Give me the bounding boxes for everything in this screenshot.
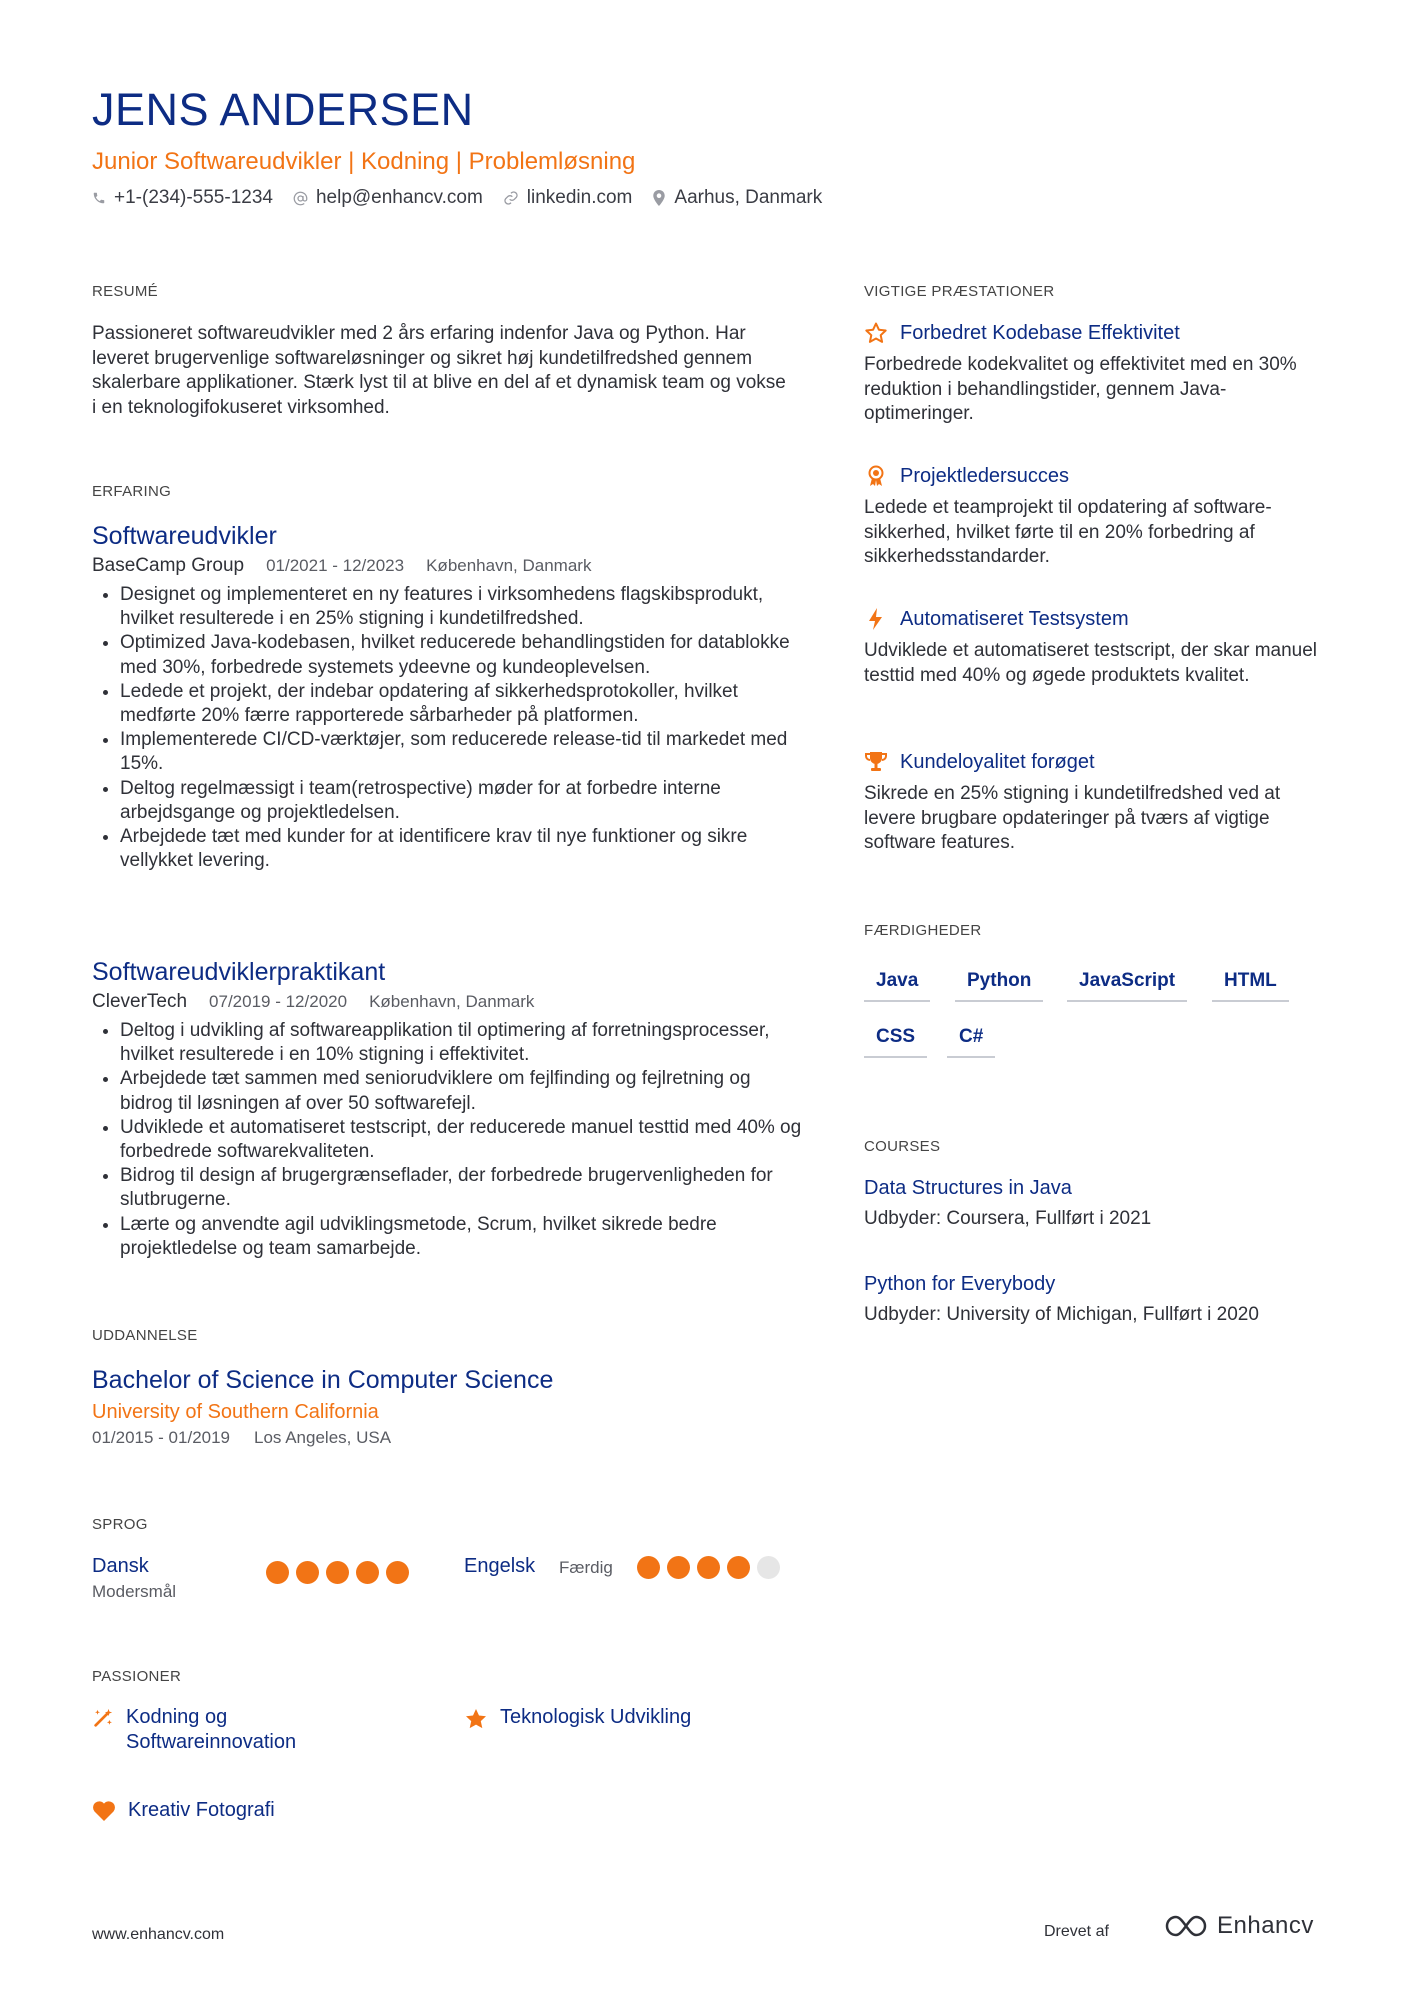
job-bullet: • Udviklede et automatiseret testscript, der reducerede manuel testtid med 40% og forbedrede softwarekvaliteten. xyxy=(120,1116,802,1164)
enhancv-logo-text: Enhancv xyxy=(1217,1912,1314,1939)
achievement-head xyxy=(864,464,1334,488)
job-bullet: • Lærte og anvendte agil udviklingsmetode, Scrum, hvilket sikrede bedre projektledelse og team samarbejde. xyxy=(120,1213,802,1261)
achievement-desc: Sikrede en 25% stigning i kundetilfredshed ved at levere brugbare opdateringer på tværs af vigtige software features. xyxy=(864,783,1281,853)
section-title-education: UDDANNELSE xyxy=(92,1327,198,1344)
achievement-item xyxy=(864,607,1334,688)
skill-tag: JavaScript xyxy=(1067,970,1187,1002)
section-title-languages: SPROG xyxy=(92,1516,148,1533)
rating-dot-filled xyxy=(667,1556,690,1579)
achievement-desc: Udviklede et automatiseret testscript, der skar manuel testtid med 40% og øgede produktets kvalitet. xyxy=(864,640,1318,686)
language-rating xyxy=(637,1556,780,1579)
passion-label: Kreativ Fotografi xyxy=(128,1799,275,1821)
education-item xyxy=(92,1366,792,1448)
link-icon xyxy=(503,190,519,206)
linkedin-text: linkedin.com xyxy=(526,187,633,208)
achievement-desc: Forbedrede kodekvalitet og effektivitet med en 30% reduktion i behandlingstider, gennem Java-optimeringer. xyxy=(864,354,1297,424)
job-title: Softwareudvikler xyxy=(92,522,277,550)
achievement-item xyxy=(864,464,1334,570)
achievement-item xyxy=(864,750,1334,856)
section-title-experience: ERFARING xyxy=(92,483,172,500)
language-item xyxy=(464,1555,535,1578)
education-degree: Bachelor of Science in Computer Science xyxy=(92,1366,554,1394)
skill-tag: HTML xyxy=(1212,970,1289,1002)
experience-item xyxy=(92,522,802,873)
rating-dot-filled xyxy=(356,1561,379,1584)
enhancv-logo[interactable] xyxy=(1163,1912,1314,1940)
location-pin-icon xyxy=(652,190,666,206)
achievement-title: Automatiseret Testsystem xyxy=(900,607,1129,630)
at-icon xyxy=(293,191,308,206)
experience-item xyxy=(92,958,802,1261)
section-title-passions: PASSIONER xyxy=(92,1668,182,1685)
skill-tag: C# xyxy=(947,1026,995,1058)
rating-dot-filled xyxy=(266,1561,289,1584)
job-meta xyxy=(92,555,802,577)
job-company: CleverTech xyxy=(92,991,188,1012)
rating-dot-filled xyxy=(326,1561,349,1584)
passion-item xyxy=(92,1705,392,1755)
rating-dot-filled xyxy=(637,1556,660,1579)
job-bullets xyxy=(92,583,802,873)
section-title-skills: FÆRDIGHEDER xyxy=(864,922,982,939)
heart-icon xyxy=(92,1800,116,1822)
course-item xyxy=(864,1177,1334,1230)
location-text: Aarhus, Danmark xyxy=(674,187,823,208)
job-meta xyxy=(92,991,802,1013)
contact-linkedin[interactable] xyxy=(503,187,633,209)
candidate-subtitle: Junior Softwareudvikler | Kodning | Problemløsning xyxy=(92,148,636,175)
course-title: Data Structures in Java xyxy=(864,1177,1072,1199)
achievement-desc: Ledede et teamprojekt til opdatering af software-sikkerhed, hvilket førte til en 20% forbedring af sikkerhedsstandarder. xyxy=(864,497,1272,567)
section-title-achievements: VIGTIGE PRÆSTATIONER xyxy=(864,283,1055,300)
course-desc: Udbyder: Coursera, Fullført i 2021 xyxy=(864,1208,1152,1229)
star-outline-icon xyxy=(864,321,888,345)
job-company: BaseCamp Group xyxy=(92,555,245,576)
education-dates: 01/2015 - 01/2019 xyxy=(92,1428,231,1447)
trophy-icon xyxy=(864,750,888,774)
enhancv-logo-icon xyxy=(1163,1913,1209,1939)
language-level: Færdig xyxy=(559,1558,613,1577)
rating-dot-empty xyxy=(757,1556,780,1579)
phone-icon xyxy=(92,191,106,205)
skill-tag: CSS xyxy=(864,1026,927,1058)
phone-text: +1-(234)-555-1234 xyxy=(114,187,273,208)
award-icon xyxy=(864,464,888,488)
achievement-head xyxy=(864,321,1334,345)
job-location: København, Danmark xyxy=(369,992,535,1011)
passion-label: Teknologisk Udvikling xyxy=(500,1706,692,1728)
passion-label: Kodning og Softwareinnovation xyxy=(126,1706,297,1753)
footer-url[interactable]: www.enhancv.com xyxy=(92,1926,225,1943)
star-icon xyxy=(464,1707,488,1731)
course-desc: Udbyder: University of Michigan, Fullført i 2020 xyxy=(864,1304,1259,1325)
language-rating xyxy=(266,1561,409,1584)
candidate-name: JENS ANDERSEN xyxy=(92,84,474,135)
course-title: Python for Everybody xyxy=(864,1273,1056,1295)
email-text: help@enhancv.com xyxy=(315,187,483,208)
footer-powered-by: Drevet af xyxy=(1044,1923,1109,1940)
course-item xyxy=(864,1273,1334,1326)
achievement-head xyxy=(864,607,1334,631)
job-bullet: • Deltog regelmæssigt i team(retrospective) møder for at forbedre interne arbejdsgange og projektledelsen. xyxy=(120,777,802,825)
job-bullet: • Deltog i udvikling af softwareapplikation til optimering af forretningsprocesser, hvilket resulterede i en 10% stigning i effektivitet. xyxy=(120,1019,802,1067)
achievement-head xyxy=(864,750,1334,774)
job-bullet: • Implementerede CI/CD-værktøjer, som reducerede release-tid til markedet med 15%. xyxy=(120,728,802,776)
rating-dot-filled xyxy=(697,1556,720,1579)
rating-dot-filled xyxy=(727,1556,750,1579)
summary-text: Passioneret softwareudvikler med 2 års erfaring indenfor Java og Python. Har leveret brugervenlige softwareløsninger og sikret høj kundetilfredshed gennem skalerbare applikationer. Stærk lyst til at blive en del af et dynamisk team og vokse i en teknologifokuseret virksomhed. xyxy=(92,323,786,418)
contact-location xyxy=(652,187,822,209)
job-bullet: • Bidrog til design af brugergrænseflader, der forbedrede brugervenligheden for slutbrugerne. xyxy=(120,1164,802,1212)
passion-item xyxy=(464,1705,691,1731)
job-dates: 07/2019 - 12/2020 xyxy=(209,992,348,1011)
education-location: Los Angeles, USA xyxy=(254,1428,392,1447)
passion-item xyxy=(92,1798,275,1823)
job-bullet: • Optimized Java-kodebasen, hvilket reducerede behandlingstiden for datablokke med 30%, forbedrede systemets ydeevne og kundeoplevelsen. xyxy=(120,631,802,679)
skill-tag: Java xyxy=(864,970,930,1002)
language-level: Modersmål xyxy=(92,1582,177,1601)
achievement-item xyxy=(864,321,1334,427)
job-dates: 01/2021 - 12/2023 xyxy=(266,556,405,575)
job-bullets xyxy=(92,1019,802,1261)
bolt-icon xyxy=(864,607,888,631)
rating-dot-filled xyxy=(296,1561,319,1584)
achievement-title: Forbedret Kodebase Effektivitet xyxy=(900,321,1180,344)
job-bullet: • Arbejdede tæt sammen med seniorudviklere om fejlfinding og fejlretning og bidrog til løsningen af over 50 softwarefejl. xyxy=(120,1067,802,1115)
skill-tag: Python xyxy=(955,970,1043,1002)
contact-email[interactable] xyxy=(293,187,483,209)
achievement-title: Projektledersucces xyxy=(900,464,1069,487)
education-school: University of Southern California xyxy=(92,1401,379,1423)
education-meta xyxy=(92,1428,792,1448)
language-name: Engelsk xyxy=(464,1555,536,1577)
job-title: Softwareudviklerpraktikant xyxy=(92,958,386,986)
job-bullet: • Arbejdede tæt med kunder for at identificere krav til nye funktioner og sikre vellykket levering. xyxy=(120,825,802,873)
language-item xyxy=(92,1555,176,1602)
magic-icon xyxy=(92,1707,114,1729)
section-title-courses: COURSES xyxy=(864,1138,941,1155)
contact-row xyxy=(92,187,842,209)
rating-dot-filled xyxy=(386,1561,409,1584)
job-location: København, Danmark xyxy=(426,556,592,575)
section-title-summary: RESUMÉ xyxy=(92,283,158,300)
language-name: Dansk xyxy=(92,1555,149,1577)
job-bullet: • Designet og implementeret en ny features i virksomhedens flagskibsprodukt, hvilket resulterede i en 25% stigning i kundetilfredshed. xyxy=(120,583,802,631)
contact-phone[interactable] xyxy=(92,187,273,209)
job-bullet: • Ledede et projekt, der indebar opdatering af sikkerhedsprotokoller, hvilket medførte 20% færre rapporterede sårbarheder på platformen. xyxy=(120,680,802,728)
achievement-title: Kundeloyalitet forøget xyxy=(900,750,1095,773)
